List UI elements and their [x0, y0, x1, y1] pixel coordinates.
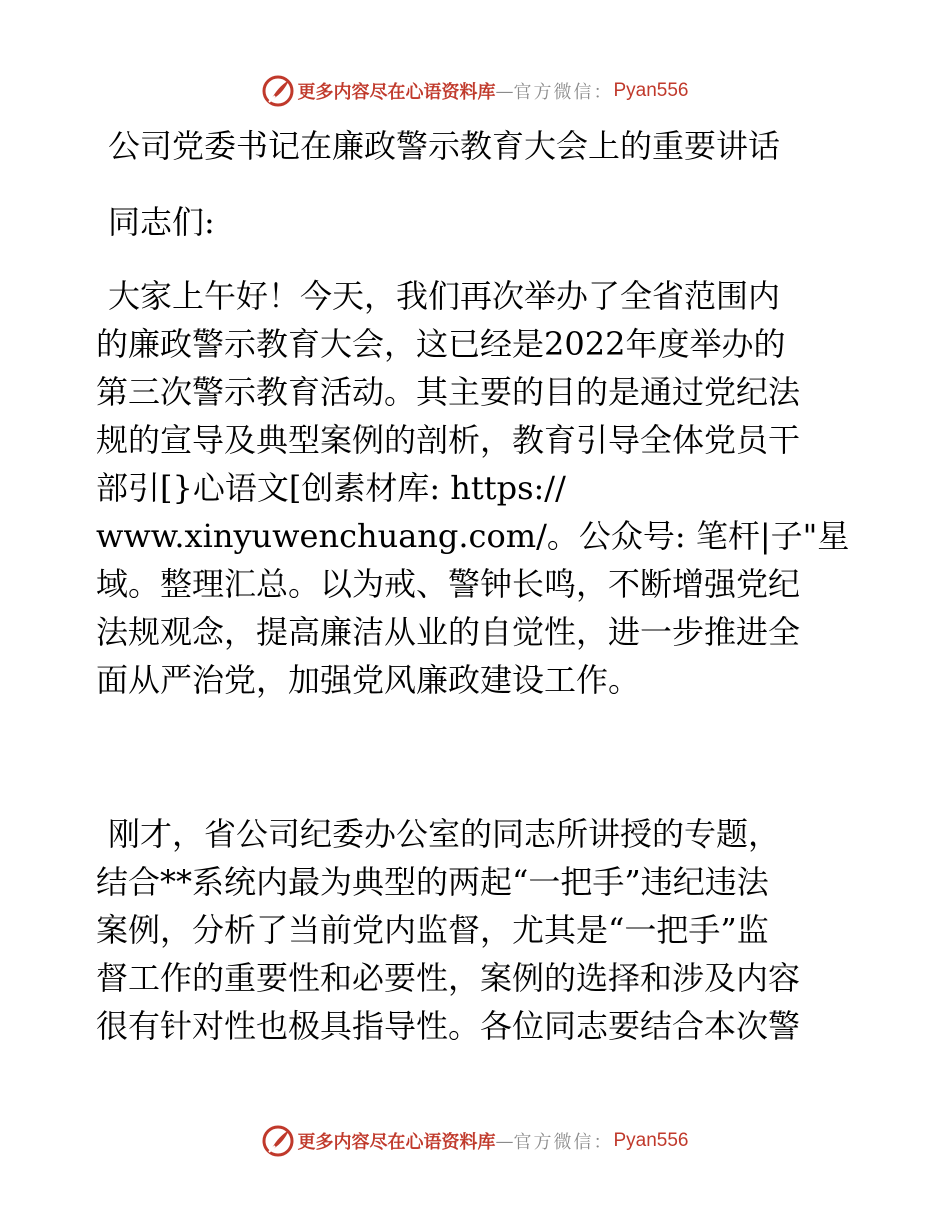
- paragraph-line: 第三次警示教育活动。其主要的目的是通过党纪法: [96, 373, 801, 411]
- paragraph-line: 部引[}心语文[创素材库: https://: [96, 469, 566, 507]
- watermark-banner-bottom: [0, 1121, 950, 1161]
- paragraph-line: 面从严治党，加强党风廉政建设工作。: [96, 661, 641, 699]
- watermark-separator: —: [495, 80, 514, 102]
- watermark-sub-text: 官方微信：: [513, 1132, 614, 1153]
- paragraph-1: [96, 272, 849, 704]
- watermark-wechat-id: Pyan556: [613, 1130, 689, 1151]
- paragraph-line: 案例，分析了当前党内监督，尤其是“一把手”监: [96, 911, 769, 949]
- paragraph-line: 的廉政警示教育大会，这已经是2022年度举办的: [96, 325, 786, 363]
- paragraph-line: 结合**系统内最为典型的两起“一把手”违纪违法: [96, 863, 769, 901]
- paragraph-line: 域。整理汇总。以为戒、警钟长鸣，不断增强党纪: [96, 565, 801, 603]
- paragraph-line: 很有针对性也极具指导性。各位同志要结合本次警: [96, 1007, 801, 1045]
- watermark-banner-top: [0, 71, 950, 111]
- watermark-main-text: 更多内容尽在心语资料库: [297, 1132, 496, 1153]
- paragraph-2: [96, 810, 800, 1050]
- paragraph-line: www.xinyuwenchuang.com/。公众号: 笔杆|子"星: [96, 517, 850, 555]
- salutation: 同志们:: [108, 203, 215, 241]
- watermark-wechat-id: Pyan556: [613, 80, 689, 101]
- paragraph-line: 督工作的重要性和必要性，案例的选择和涉及内容: [96, 959, 801, 997]
- paragraph-line: 刚才，省公司纪委办公室的同志所讲授的专题，: [108, 815, 781, 853]
- paragraph-line: 规的宣导及典型案例的剖析，教育引导全体党员干: [96, 421, 801, 459]
- feather-pen-icon: [261, 74, 295, 108]
- watermark-separator: —: [495, 1130, 514, 1152]
- feather-pen-icon: [261, 1124, 295, 1158]
- document-title: 公司党委书记在廉政警示教育大会上的重要讲话: [108, 127, 781, 165]
- paragraph-line: 法规观念，提高廉洁从业的自觉性，进一步推进全: [96, 613, 801, 651]
- watermark-main-text: 更多内容尽在心语资料库: [297, 82, 496, 103]
- paragraph-line: 大家上午好！今天，我们再次举办了全省范围内: [108, 277, 781, 315]
- watermark-sub-text: 官方微信：: [513, 82, 614, 103]
